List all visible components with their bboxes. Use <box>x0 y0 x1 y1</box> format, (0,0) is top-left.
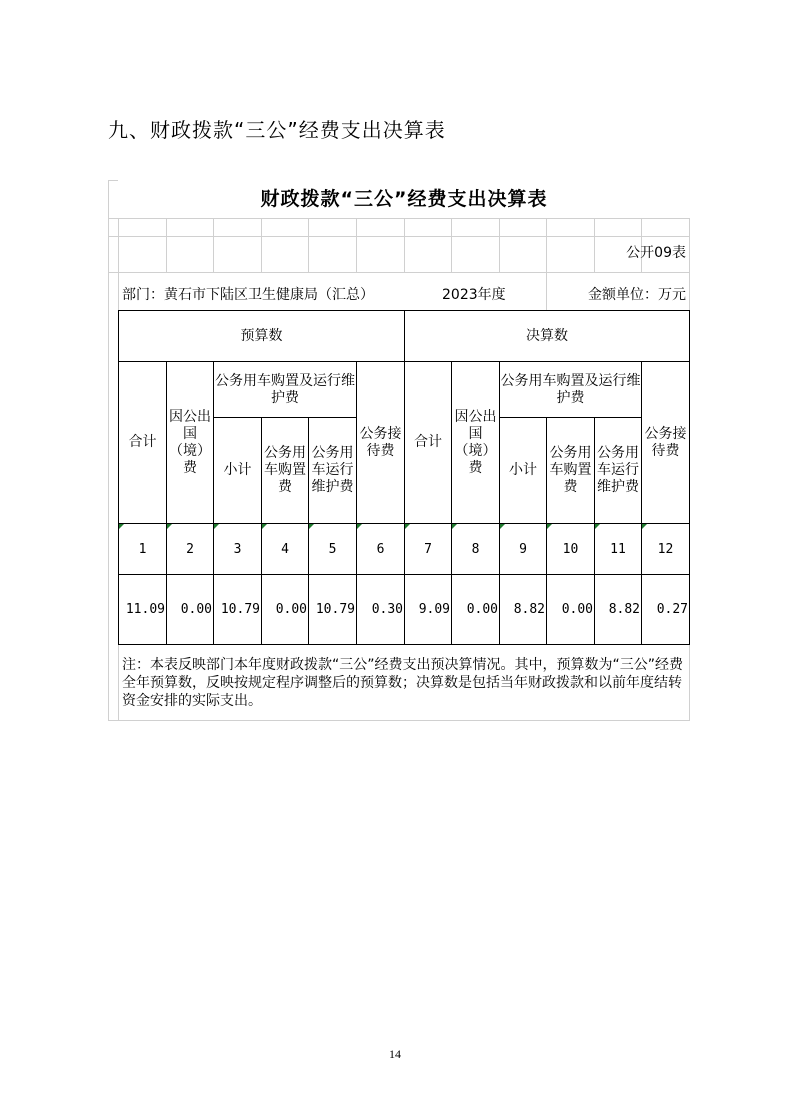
grid-line <box>404 218 405 272</box>
budget-purchase-value: 0.00 <box>262 575 309 645</box>
grid-line <box>108 218 690 219</box>
final-header: 决算数 <box>405 311 690 362</box>
grid-line <box>213 218 214 272</box>
grid-line <box>499 218 500 272</box>
budget-subtotal-value: 10.79 <box>214 575 262 645</box>
budget-operation-value: 10.79 <box>309 575 357 645</box>
column-number-cell: 1 <box>119 524 167 575</box>
grid-line <box>166 218 167 272</box>
column-number-cell: 10 <box>547 524 595 575</box>
column-number-cell: 9 <box>500 524 547 575</box>
final-purchase-value: 0.00 <box>547 575 595 645</box>
column-number-cell: 11 <box>595 524 642 575</box>
final-vehicle-header: 公务用车购置及运行维护费 <box>500 362 642 418</box>
column-number-cell: 8 <box>452 524 500 575</box>
table-title: 财政拨款“三公”经费支出决算表 <box>118 180 690 218</box>
final-operation-header: 公务用车运行维护费 <box>595 418 642 524</box>
grid-line <box>546 218 547 310</box>
expenditure-table <box>118 310 690 645</box>
grid-line <box>451 218 452 272</box>
column-number-cell: 4 <box>262 524 309 575</box>
grid-line <box>356 218 357 272</box>
final-abroad-header: 因公出国（境）费 <box>452 362 500 524</box>
budget-reception-header: 公务接待费 <box>357 362 405 524</box>
header-row-2 <box>119 362 690 418</box>
grid-line <box>108 720 690 721</box>
grid-line <box>108 236 690 237</box>
column-number-cell: 2 <box>167 524 214 575</box>
amount-unit: 金额单位：万元 <box>588 287 686 303</box>
budget-header: 预算数 <box>119 311 405 362</box>
final-total-header: 合计 <box>405 362 452 524</box>
final-subtotal-value: 8.82 <box>500 575 547 645</box>
form-number: 公开09表 <box>626 245 686 261</box>
table-note: 注：本表反映部门本年度财政拨款“三公”经费支出预决算情况。其中，预算数为“三公”经费全年预算数，反映按规定程序调整后的预算数；决算数是包括当年财政拨款和以前年度结转资金安排的实际支出。 <box>122 657 684 709</box>
value-row <box>119 575 690 645</box>
column-number-row <box>119 524 690 575</box>
department-label: 部门：黄石市下陆区卫生健康局（汇总） <box>122 287 374 303</box>
budget-purchase-header: 公务用车购置费 <box>262 418 309 524</box>
final-purchase-header: 公务用车购置费 <box>547 418 595 524</box>
budget-total-header: 合计 <box>119 362 167 524</box>
column-number-cell: 5 <box>309 524 357 575</box>
column-number-cell: 12 <box>642 524 690 575</box>
budget-subtotal-header: 小计 <box>214 418 262 524</box>
grid-line <box>108 272 690 273</box>
fiscal-year: 2023年度 <box>442 287 506 303</box>
final-abroad-value: 0.00 <box>452 575 500 645</box>
budget-abroad-header: 因公出国（境）费 <box>167 362 214 524</box>
page-number: 14 <box>389 1047 401 1061</box>
budget-reception-value: 0.30 <box>357 575 405 645</box>
section-title: 九、财政拨款“三公”经费支出决算表 <box>108 118 446 142</box>
grid-line <box>308 218 309 272</box>
column-number-cell: 7 <box>405 524 452 575</box>
final-total-value: 9.09 <box>405 575 452 645</box>
budget-abroad-value: 0.00 <box>167 575 214 645</box>
budget-vehicle-header: 公务用车购置及运行维护费 <box>214 362 357 418</box>
final-reception-value: 0.27 <box>642 575 690 645</box>
final-reception-header: 公务接待费 <box>642 362 690 524</box>
final-subtotal-header: 小计 <box>500 418 547 524</box>
header-row-1 <box>119 311 690 362</box>
grid-line <box>261 218 262 272</box>
grid-line <box>594 218 595 272</box>
spreadsheet-area <box>108 180 690 720</box>
column-number-cell: 3 <box>214 524 262 575</box>
column-number-cell: 6 <box>357 524 405 575</box>
budget-total-value: 11.09 <box>119 575 167 645</box>
final-operation-value: 8.82 <box>595 575 642 645</box>
grid-line <box>108 180 109 720</box>
budget-operation-header: 公务用车运行维护费 <box>309 418 357 524</box>
